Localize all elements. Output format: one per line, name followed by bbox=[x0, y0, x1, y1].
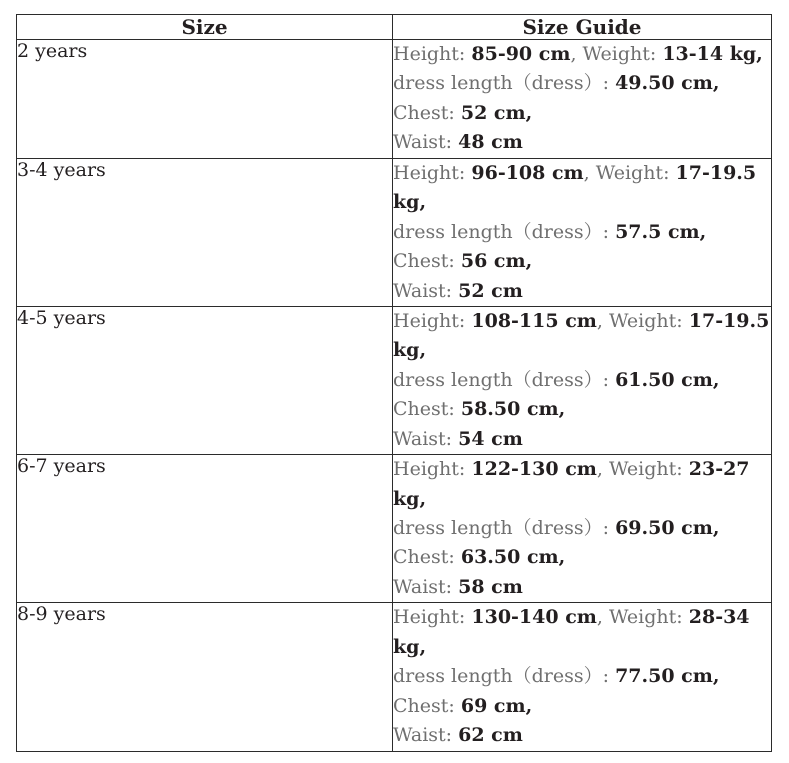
chest-label: Chest: bbox=[393, 250, 455, 273]
chest-label: Chest: bbox=[393, 101, 455, 124]
size-guide-details bbox=[393, 455, 772, 603]
dress-length-value: 57.5 cm, bbox=[615, 220, 707, 243]
size-guide-details bbox=[393, 40, 772, 159]
dress-length-line bbox=[393, 514, 771, 543]
dress-length-label: dress length（dress）: bbox=[393, 72, 610, 95]
dress-length-label: dress length（dress）: bbox=[393, 220, 610, 243]
weight-label: , Weight: bbox=[570, 43, 657, 65]
waist-label: Waist: bbox=[393, 131, 453, 154]
weight-label: , Weight: bbox=[596, 458, 683, 481]
dress-length-label: dress length（dress）: bbox=[393, 517, 610, 539]
table-row bbox=[17, 603, 772, 751]
column-header-size-guide: Size Guide bbox=[393, 15, 772, 40]
height-label: Height: bbox=[393, 161, 466, 184]
height-value: 96-108 cm bbox=[471, 161, 584, 184]
chest-value: 69 cm, bbox=[460, 694, 533, 717]
chest-value: 58.50 cm, bbox=[460, 398, 566, 421]
dress-length-line bbox=[393, 366, 771, 395]
waist-label: Waist: bbox=[393, 279, 453, 302]
size-guide-details bbox=[393, 603, 772, 751]
height-label: Height: bbox=[393, 458, 466, 481]
size-guide-details bbox=[393, 158, 772, 306]
table-row bbox=[17, 40, 772, 159]
chest-line bbox=[393, 99, 771, 128]
table-header-row bbox=[17, 15, 772, 40]
waist-value: 62 cm bbox=[458, 724, 523, 747]
dress-length-line bbox=[393, 69, 771, 98]
waist-line bbox=[393, 573, 771, 602]
table-header bbox=[17, 15, 772, 40]
waist-label: Waist: bbox=[393, 427, 453, 450]
dress-length-line bbox=[393, 218, 771, 247]
chest-line bbox=[393, 395, 771, 424]
height-weight-line bbox=[393, 603, 771, 662]
height-weight-line bbox=[393, 455, 771, 514]
dress-length-value: 77.50 cm, bbox=[615, 665, 720, 688]
weight-value: 23-27 kg, bbox=[393, 458, 750, 510]
waist-value: 52 cm bbox=[458, 279, 523, 302]
table-row bbox=[17, 306, 772, 454]
column-header-size: Size bbox=[17, 15, 393, 40]
size-guide-details bbox=[393, 306, 772, 454]
size-value: 8-9 years bbox=[17, 603, 393, 751]
height-value: 85-90 cm bbox=[471, 43, 571, 65]
waist-label: Waist: bbox=[393, 575, 453, 598]
waist-line bbox=[393, 721, 771, 750]
height-value: 122-130 cm bbox=[471, 458, 597, 481]
height-weight-line bbox=[393, 40, 771, 69]
chest-label: Chest: bbox=[393, 398, 455, 421]
chest-label: Chest: bbox=[393, 546, 455, 569]
height-label: Height: bbox=[393, 309, 466, 332]
weight-label: , Weight: bbox=[596, 606, 683, 629]
chest-line bbox=[393, 247, 771, 276]
table-row bbox=[17, 455, 772, 603]
chest-label: Chest: bbox=[393, 694, 455, 717]
chest-line bbox=[393, 692, 771, 721]
table-body bbox=[17, 40, 772, 752]
chest-line bbox=[393, 543, 771, 572]
chest-value: 56 cm, bbox=[460, 250, 533, 273]
waist-line bbox=[393, 128, 771, 157]
weight-value: 13-14 kg, bbox=[662, 43, 763, 65]
dress-length-value: 61.50 cm, bbox=[615, 368, 720, 391]
chest-value: 52 cm, bbox=[460, 101, 533, 124]
weight-value: 28-34 kg, bbox=[393, 606, 750, 658]
size-guide-table bbox=[16, 14, 772, 752]
waist-line bbox=[393, 425, 771, 454]
weight-value: 17-19.5 kg, bbox=[393, 161, 757, 214]
weight-label: , Weight: bbox=[583, 161, 670, 184]
size-value: 4-5 years bbox=[17, 306, 393, 454]
dress-length-label: dress length（dress）: bbox=[393, 665, 610, 688]
waist-value: 58 cm bbox=[458, 575, 523, 598]
height-weight-line bbox=[393, 159, 771, 218]
waist-value: 54 cm bbox=[458, 427, 523, 450]
dress-length-value: 49.50 cm, bbox=[615, 72, 720, 95]
height-label: Height: bbox=[393, 43, 466, 65]
dress-length-line bbox=[393, 662, 771, 691]
waist-line bbox=[393, 277, 771, 306]
weight-value: 17-19.5 kg, bbox=[393, 309, 770, 362]
chest-value: 63.50 cm, bbox=[460, 546, 566, 569]
height-label: Height: bbox=[393, 606, 466, 629]
size-value: 6-7 years bbox=[17, 455, 393, 603]
waist-value: 48 cm bbox=[458, 131, 523, 154]
height-value: 108-115 cm bbox=[471, 309, 597, 332]
dress-length-value: 69.50 cm, bbox=[615, 517, 720, 539]
table-row bbox=[17, 158, 772, 306]
size-value: 2 years bbox=[17, 40, 393, 159]
dress-length-label: dress length（dress）: bbox=[393, 368, 610, 391]
weight-label: , Weight: bbox=[596, 309, 683, 332]
waist-label: Waist: bbox=[393, 724, 453, 747]
size-value: 3-4 years bbox=[17, 158, 393, 306]
height-value: 130-140 cm bbox=[471, 606, 597, 629]
height-weight-line bbox=[393, 307, 771, 366]
